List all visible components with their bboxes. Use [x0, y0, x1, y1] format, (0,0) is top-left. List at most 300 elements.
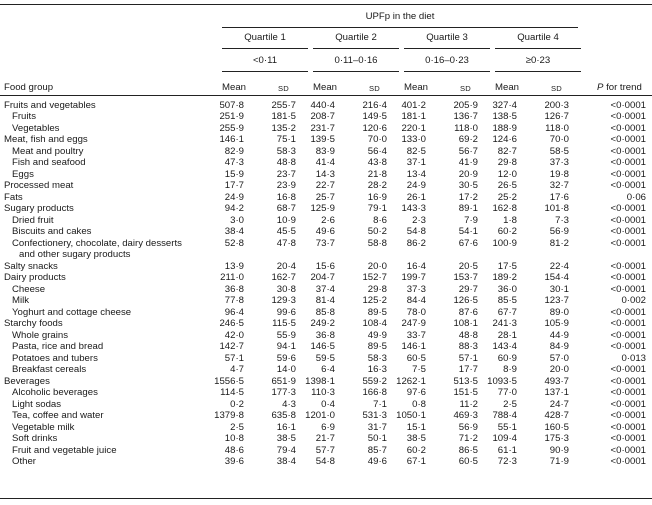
range-1-rule: [222, 71, 308, 72]
range-2-rule: [313, 71, 399, 72]
q3-sd-cell: 513·5: [453, 375, 478, 387]
q1-mean-cell: 251·9: [219, 111, 244, 122]
food-group-label: Sugary products: [4, 203, 74, 214]
food-group-label: Starchy foods: [4, 318, 63, 329]
p-trend-cell: <0·0001: [610, 99, 646, 111]
q3-sd-cell: 205·9: [453, 99, 478, 111]
food-group-label: Other: [12, 456, 36, 467]
food-group-label: Confectionery, chocolate, dairy desserts: [12, 237, 182, 249]
q4-mean-cell: 109·4: [492, 433, 517, 444]
table-row: [0, 376, 652, 388]
q2-sd-cell: 79·1: [367, 203, 387, 214]
q1-mean-cell: 42·0: [224, 329, 244, 341]
q2-sd-cell: 31·7: [367, 421, 387, 433]
q3-sd-cell: 89·1: [458, 203, 478, 214]
q1-sd-cell: 129·3: [271, 295, 296, 306]
food-group-label: Pasta, rice and bread: [12, 341, 104, 352]
p-trend-cell: <0·0001: [610, 226, 646, 237]
q4-sd-cell: 200·3: [544, 99, 569, 111]
p-trend-header-p: P: [597, 82, 604, 93]
q1-sd-cell: 38·4: [276, 456, 296, 467]
table-row: [0, 215, 652, 227]
food-group-label: Biscuits and cakes: [12, 226, 92, 237]
q4-sd-cell: 90·9: [549, 444, 569, 456]
p-trend-cell: <0·0001: [610, 122, 646, 134]
table-row: [0, 203, 652, 215]
q3-sd-cell: 136·7: [453, 111, 478, 122]
q2-sd-cell: 28·2: [367, 180, 387, 191]
q1-mean-cell: 47·3: [224, 157, 244, 168]
header-bottom-rule: [0, 95, 652, 96]
q4-sd-cell: 175·3: [544, 433, 569, 444]
q3-sd-cell: 118·0: [454, 122, 478, 134]
quartile-3-label: Quartile 3: [426, 32, 468, 43]
quartile-3-range: 0·16–0·23: [425, 55, 469, 66]
q1-mean-cell: 507·8: [219, 99, 244, 111]
q4-mean-cell: 55·1: [497, 421, 517, 433]
q3-mean-cell: 181·1: [401, 111, 426, 122]
p-trend-cell: <0·0001: [610, 306, 646, 318]
q4-mean-cell: 36·0: [497, 283, 517, 295]
q4-mean-cell: 1·8: [503, 214, 517, 226]
p-trend-cell: <0·0001: [610, 375, 646, 387]
q3-sd-cell: 469·3: [453, 410, 478, 421]
q4-mean-cell: 77·0: [497, 387, 517, 398]
q2-sd-cell: 50·2: [367, 226, 387, 237]
q1-mean-cell: 13·9: [224, 260, 244, 272]
q1-mean-cell: 3·0: [230, 214, 244, 226]
q3-sd-cell: 17·7: [458, 364, 478, 375]
q2-sd-cell: 108·4: [362, 318, 387, 329]
q1-mean-cell: 52·8: [224, 237, 244, 249]
p-trend-cell: <0·0001: [610, 111, 646, 122]
q2-sd-cell: 70·0: [367, 134, 387, 145]
q1-sd-cell: 75·1: [276, 134, 296, 145]
food-group-label: Cheese: [12, 283, 46, 295]
q1-sd-cell: 55·9: [276, 329, 296, 341]
mean-header-q4: Mean: [495, 82, 519, 93]
q2-mean-cell: 0·4: [321, 398, 335, 410]
food-group-label: Fats: [4, 191, 23, 203]
q4-sd-cell: 57·0: [549, 352, 569, 364]
q2-mean-cell: 1201·0: [305, 410, 335, 421]
p-trend-cell: <0·0001: [610, 157, 646, 168]
food-group-label: Alcoholic beverages: [12, 387, 98, 398]
q2-sd-cell: 20·0: [367, 260, 387, 272]
q1-mean-cell: 1556·5: [214, 375, 244, 387]
table-row: [0, 456, 652, 468]
q4-sd-cell: 118·0: [545, 122, 569, 134]
q3-mean-cell: 84·4: [406, 295, 426, 306]
p-trend-cell: <0·0001: [610, 387, 646, 398]
q3-mean-cell: 37·3: [406, 283, 426, 295]
q1-sd-cell: 16·1: [276, 421, 296, 433]
q1-mean-cell: 94·2: [224, 203, 244, 214]
q4-mean-cell: 60·2: [497, 226, 517, 237]
mean-header-q2: Mean: [313, 82, 337, 93]
q1-sd-cell: 115·5: [272, 318, 296, 329]
table-row: [0, 387, 652, 399]
food-group-label: Yoghurt and cottage cheese: [12, 306, 132, 318]
q1-sd-cell: 45·5: [276, 226, 296, 237]
food-group-label: Dairy products: [4, 272, 66, 283]
q1-mean-cell: 57·1: [224, 352, 244, 364]
q2-sd-cell: 43·8: [367, 157, 387, 168]
q2-sd-cell: 21·8: [367, 168, 387, 180]
q2-mean-cell: 440·4: [310, 99, 335, 111]
q4-mean-cell: 100·9: [492, 237, 517, 249]
q4-mean-cell: 29·8: [497, 157, 517, 168]
q2-mean-cell: 85·8: [315, 306, 335, 318]
table-row: [0, 445, 652, 457]
q1-sd-cell: 23·7: [276, 168, 296, 180]
q3-mean-cell: 146·1: [401, 341, 426, 352]
quartile-4-label: Quartile 4: [517, 32, 559, 43]
table-row: [0, 169, 652, 181]
quartile-1-label: Quartile 1: [244, 32, 286, 43]
q2-sd-cell: 16·9: [367, 191, 387, 203]
q4-mean-cell: 788·4: [492, 410, 517, 421]
q4-sd-cell: 101·8: [544, 203, 569, 214]
q4-sd-cell: 137·1: [544, 387, 569, 398]
q2-sd-cell: 166·8: [362, 387, 387, 398]
table-row: [0, 123, 652, 135]
q1-mean-cell: 39·6: [224, 456, 244, 467]
q2-mean-cell: 1398·1: [305, 375, 335, 387]
q1-mean-cell: 10·8: [224, 433, 244, 444]
q3-sd-cell: 71·2: [458, 433, 478, 444]
p-trend-cell: <0·0001: [610, 329, 646, 341]
q4-sd-cell: 154·4: [544, 272, 569, 283]
q1-sd-cell: 99·6: [276, 306, 296, 318]
p-trend-cell: 0·013: [621, 352, 646, 364]
q4-sd-cell: 84·9: [549, 341, 569, 352]
food-group-label: Salty snacks: [4, 260, 58, 272]
q4-sd-cell: 81·2: [549, 237, 569, 249]
q3-sd-cell: 41·9: [458, 157, 478, 168]
table-row: [0, 272, 652, 284]
quartile-3-rule: [404, 48, 490, 49]
q1-mean-cell: 255·9: [219, 122, 244, 134]
q4-mean-cell: 189·2: [492, 272, 517, 283]
q4-sd-cell: 19·8: [549, 168, 569, 180]
q2-mean-cell: 139·5: [310, 134, 335, 145]
table-row-continuation: [0, 249, 652, 261]
food-group-label-continuation: and other sugary products: [19, 249, 131, 260]
p-trend-cell: <0·0001: [610, 421, 646, 433]
q2-sd-cell: 50·1: [367, 433, 387, 444]
p-trend-cell: <0·0001: [610, 145, 646, 157]
quartile-1-rule: [222, 48, 308, 49]
q3-sd-cell: 69·2: [458, 134, 478, 145]
q1-sd-cell: 255·7: [271, 99, 296, 111]
p-trend-cell: <0·0001: [610, 318, 646, 329]
q3-mean-cell: 67·1: [406, 456, 426, 467]
q4-mean-cell: 72·3: [497, 456, 517, 467]
p-trend-cell: <0·0001: [610, 134, 646, 145]
food-group-label: Eggs: [12, 168, 34, 180]
q2-sd-cell: 125·2: [362, 295, 387, 306]
q1-mean-cell: 211·0: [220, 272, 244, 283]
q4-sd-cell: 105·9: [544, 318, 569, 329]
q1-sd-cell: 79·4: [276, 444, 296, 456]
q1-sd-cell: 58·3: [276, 145, 296, 157]
q4-sd-cell: 22·4: [549, 260, 569, 272]
q3-mean-cell: 0·8: [412, 398, 426, 410]
q2-sd-cell: 7·1: [373, 398, 387, 410]
q2-mean-cell: 54·8: [315, 456, 335, 467]
sd-header-q2: SD: [369, 84, 380, 93]
q1-mean-cell: 246·5: [219, 318, 244, 329]
q3-sd-cell: 86·5: [458, 444, 478, 456]
p-trend-cell: <0·0001: [610, 168, 646, 180]
q3-sd-cell: 56·9: [458, 421, 478, 433]
q2-mean-cell: 36·8: [315, 329, 335, 341]
table-row: [0, 318, 652, 330]
quartile-2-range: 0·11–0·16: [334, 55, 378, 66]
q3-sd-cell: 57·1: [458, 352, 478, 364]
p-trend-cell: <0·0001: [610, 433, 646, 444]
q2-sd-cell: 531·3: [362, 410, 387, 421]
q4-sd-cell: 7·3: [555, 214, 569, 226]
mean-header-q1: Mean: [222, 82, 246, 93]
table-row: [0, 284, 652, 296]
q2-mean-cell: 22·7: [315, 180, 335, 191]
q4-sd-cell: 44·9: [549, 329, 569, 341]
q2-mean-cell: 208·7: [310, 111, 335, 122]
q1-mean-cell: 1379·8: [214, 410, 244, 421]
q1-sd-cell: 635·8: [271, 410, 296, 421]
table-row: [0, 180, 652, 192]
spanner-header: UPFp in the diet: [365, 11, 435, 22]
q4-mean-cell: 162·8: [492, 203, 517, 214]
q1-sd-cell: 14·0: [276, 364, 296, 375]
q4-mean-cell: 143·4: [492, 341, 517, 352]
q1-sd-cell: 47·8: [276, 237, 296, 249]
q4-mean-cell: 124·6: [492, 134, 517, 145]
food-group-label: Fruits and vegetables: [4, 99, 96, 111]
q1-sd-cell: 135·2: [271, 122, 296, 134]
q1-mean-cell: 24·9: [224, 191, 244, 203]
p-trend-cell: <0·0001: [610, 180, 646, 191]
q3-mean-cell: 401·2: [401, 99, 426, 111]
q4-mean-cell: 327·4: [492, 99, 517, 111]
q2-sd-cell: 49·6: [367, 456, 387, 467]
q1-sd-cell: 94·1: [276, 341, 296, 352]
q3-mean-cell: 133·0: [401, 134, 426, 145]
quartile-2-label: Quartile 2: [335, 32, 377, 43]
table-row: [0, 238, 652, 250]
q2-sd-cell: 120·6: [362, 122, 387, 134]
q3-mean-cell: 33·7: [406, 329, 426, 341]
table-row: [0, 261, 652, 273]
q2-mean-cell: 204·7: [310, 272, 335, 283]
food-group-label: Soft drinks: [12, 433, 58, 444]
q1-sd-cell: 23·9: [276, 180, 296, 191]
q2-mean-cell: 110·3: [311, 387, 335, 398]
q1-mean-cell: 0·2: [230, 398, 244, 410]
q3-mean-cell: 37·1: [406, 157, 426, 168]
table-row: [0, 353, 652, 365]
q1-sd-cell: 651·9: [271, 375, 296, 387]
table-row: [0, 226, 652, 238]
q1-mean-cell: 15·9: [224, 168, 244, 180]
q4-mean-cell: 8·9: [503, 364, 517, 375]
q2-mean-cell: 81·4: [315, 295, 335, 306]
q1-mean-cell: 2·5: [230, 421, 244, 433]
p-trend-header-rest: for trend: [603, 82, 642, 93]
q4-mean-cell: 26·5: [497, 180, 517, 191]
food-group-label: Vegetables: [12, 122, 60, 134]
q3-sd-cell: 153·7: [453, 272, 478, 283]
q4-mean-cell: 67·7: [497, 306, 517, 318]
food-group-label: Potatoes and tubers: [12, 352, 98, 364]
q3-mean-cell: 38·5: [406, 433, 426, 444]
table-row: [0, 295, 652, 307]
q3-sd-cell: 151·5: [453, 387, 478, 398]
table-row: [0, 111, 652, 123]
q4-sd-cell: 32·7: [549, 180, 569, 191]
table-row: [0, 410, 652, 422]
food-group-label: Breakfast cereals: [12, 364, 87, 375]
q3-mean-cell: 2·3: [412, 214, 426, 226]
table-row: [0, 100, 652, 112]
sd-header-q4: SD: [551, 84, 562, 93]
q1-mean-cell: 17·7: [224, 180, 244, 191]
q1-sd-cell: 30·8: [276, 283, 296, 295]
q4-mean-cell: 82·7: [497, 145, 517, 157]
q4-mean-cell: 2·5: [503, 398, 517, 410]
q3-mean-cell: 60·5: [406, 352, 426, 364]
q1-mean-cell: 146·1: [219, 134, 244, 145]
q1-sd-cell: 162·7: [271, 272, 296, 283]
food-group-label: Beverages: [4, 375, 50, 387]
q4-sd-cell: 160·5: [544, 421, 569, 433]
q4-sd-cell: 493·7: [544, 375, 569, 387]
q1-sd-cell: 38·5: [276, 433, 296, 444]
p-trend-cell: <0·0001: [610, 237, 646, 249]
food-group-label: Meat and poultry: [12, 145, 84, 157]
q4-sd-cell: 37·3: [549, 157, 569, 168]
q3-sd-cell: 67·6: [458, 237, 478, 249]
q3-mean-cell: 60·2: [406, 444, 426, 456]
q2-mean-cell: 41·4: [315, 157, 335, 168]
food-group-label: Processed meat: [4, 180, 74, 191]
q4-mean-cell: 85·5: [497, 295, 517, 306]
q4-sd-cell: 30·1: [549, 283, 569, 295]
q3-mean-cell: 86·2: [406, 237, 426, 249]
q2-sd-cell: 559·2: [362, 375, 387, 387]
q1-sd-cell: 177·3: [271, 387, 296, 398]
p-trend-cell: <0·0001: [610, 272, 646, 283]
p-trend-cell: <0·0001: [610, 283, 646, 295]
q4-sd-cell: 70·0: [549, 134, 569, 145]
q1-mean-cell: 82·9: [224, 145, 244, 157]
q1-mean-cell: 4·7: [230, 364, 244, 375]
q3-mean-cell: 199·7: [401, 272, 426, 283]
q2-mean-cell: 83·9: [315, 145, 335, 157]
q3-sd-cell: 56·7: [458, 145, 478, 157]
q4-mean-cell: 61·1: [497, 444, 517, 456]
q4-mean-cell: 28·1: [497, 329, 517, 341]
q2-mean-cell: 73·7: [315, 237, 335, 249]
sd-header-q1: SD: [278, 84, 289, 93]
q4-sd-cell: 24·7: [549, 398, 569, 410]
q3-sd-cell: 108·1: [453, 318, 478, 329]
q4-sd-cell: 20·0: [549, 364, 569, 375]
q3-mean-cell: 16·4: [406, 260, 426, 272]
q2-sd-cell: 58·3: [367, 352, 387, 364]
table-row: [0, 433, 652, 445]
q1-sd-cell: 20·4: [276, 260, 296, 272]
q3-sd-cell: 20·9: [458, 168, 478, 180]
q2-sd-cell: 49·9: [367, 329, 387, 341]
q1-mean-cell: 36·8: [224, 283, 244, 295]
p-trend-cell: 0·002: [621, 295, 646, 306]
q4-sd-cell: 58·5: [549, 145, 569, 157]
table-row: [0, 341, 652, 353]
q2-sd-cell: 29·8: [367, 283, 387, 295]
q2-sd-cell: 152·7: [362, 272, 387, 283]
q2-mean-cell: 59·5: [315, 352, 335, 364]
q3-sd-cell: 48·8: [458, 329, 478, 341]
q3-mean-cell: 54·8: [406, 226, 426, 237]
q3-sd-cell: 30·5: [458, 180, 478, 191]
q1-mean-cell: 114·5: [220, 387, 244, 398]
q2-sd-cell: 56·4: [367, 145, 387, 157]
q3-sd-cell: 7·9: [464, 214, 478, 226]
q2-mean-cell: 231·7: [310, 122, 335, 134]
food-group-label: Fruits: [12, 111, 36, 122]
quartile-2-rule: [313, 48, 399, 49]
p-trend-cell: <0·0001: [610, 203, 646, 214]
p-trend-cell: <0·0001: [610, 456, 646, 467]
q3-mean-cell: 143·3: [401, 203, 426, 214]
q3-mean-cell: 97·6: [406, 387, 426, 398]
q4-sd-cell: 56·9: [549, 226, 569, 237]
spanner-rule: [222, 27, 578, 28]
q1-sd-cell: 10·9: [276, 214, 296, 226]
table-row: [0, 146, 652, 158]
food-group-label: Whole grains: [12, 329, 68, 341]
q3-sd-cell: 29·7: [458, 283, 478, 295]
p-trend-cell: <0·0001: [610, 341, 646, 352]
bottom-rule: [0, 498, 652, 499]
food-group-header: Food group: [4, 82, 54, 93]
q2-mean-cell: 37·4: [315, 283, 335, 295]
top-rule: [0, 4, 652, 5]
p-trend-cell: <0·0001: [610, 364, 646, 375]
q3-sd-cell: 54·1: [458, 226, 478, 237]
q2-mean-cell: 25·7: [315, 191, 335, 203]
range-4-rule: [495, 71, 581, 72]
q1-sd-cell: 68·7: [276, 203, 296, 214]
food-group-label: Milk: [12, 295, 30, 306]
q2-mean-cell: 15·6: [315, 260, 335, 272]
q1-mean-cell: 77·8: [224, 295, 244, 306]
food-group-label: Fish and seafood: [12, 157, 86, 168]
q2-sd-cell: 16·3: [367, 364, 387, 375]
q2-sd-cell: 58·8: [367, 237, 387, 249]
q1-sd-cell: 59·6: [276, 352, 296, 364]
q4-sd-cell: 71·9: [549, 456, 569, 467]
q3-mean-cell: 247·9: [401, 318, 426, 329]
q4-sd-cell: 17·6: [549, 191, 569, 203]
q2-sd-cell: 89·5: [367, 306, 387, 318]
p-trend-header: [597, 82, 642, 93]
q2-sd-cell: 149·5: [362, 111, 387, 122]
table-row: [0, 364, 652, 376]
